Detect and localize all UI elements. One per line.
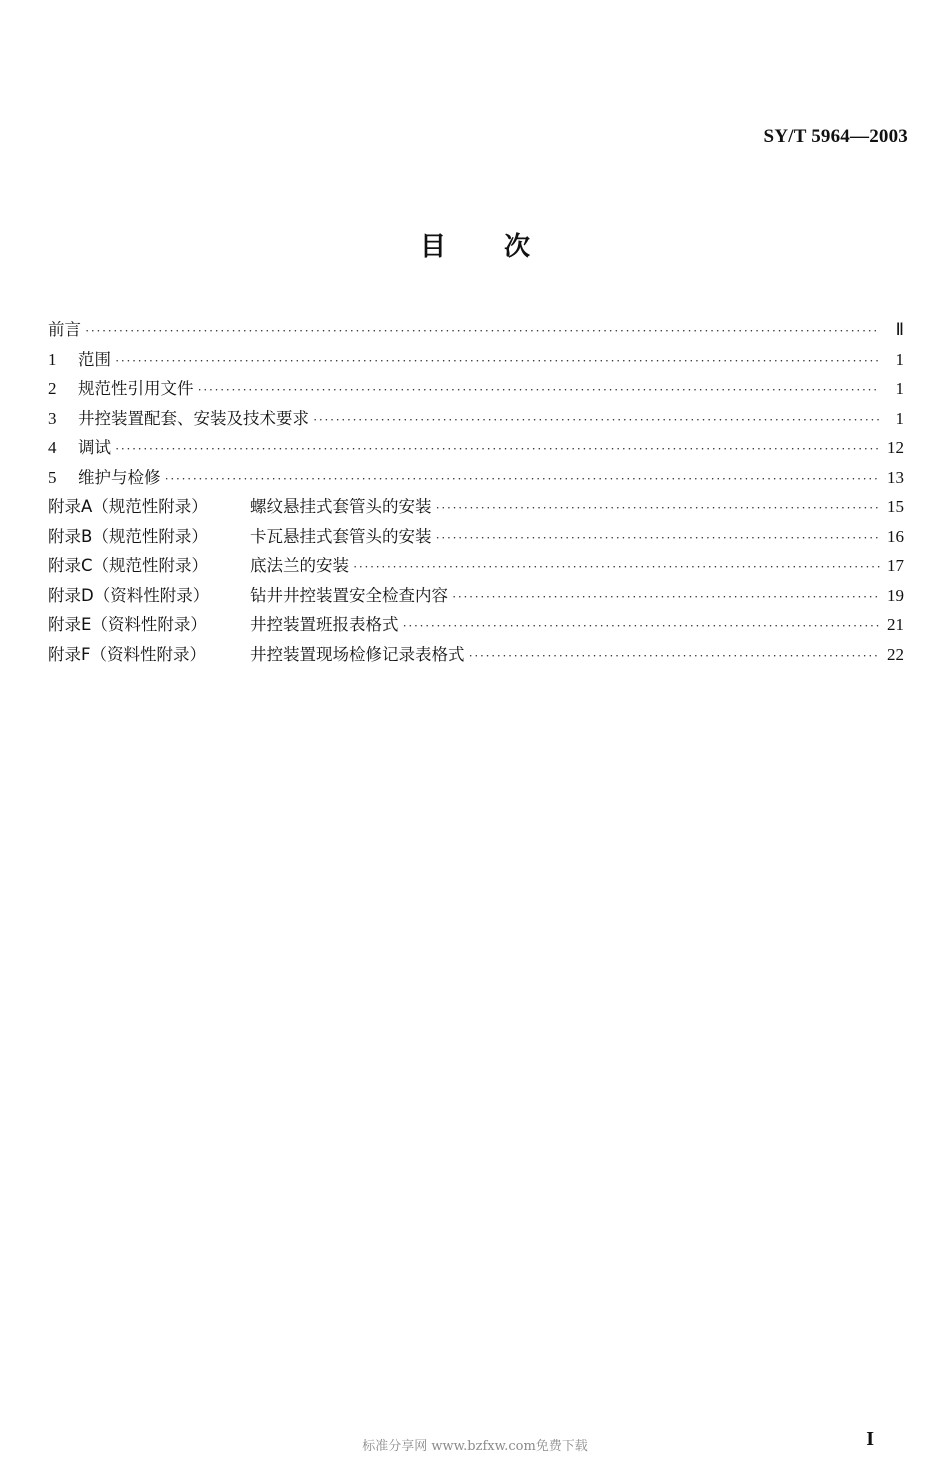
toc-entry-page: 19 xyxy=(887,585,904,605)
toc-leader-dots xyxy=(198,382,881,398)
toc-appendix-prefix: 附录B（规范性附录） xyxy=(48,526,208,546)
toc-leader-dots xyxy=(115,353,880,369)
toc-entry-number: 2 xyxy=(48,379,57,398)
toc-entry-2[interactable] xyxy=(48,375,904,405)
toc-appendix-prefix: 附录E（资料性附录） xyxy=(48,615,207,634)
toc-entry-number: 1 xyxy=(48,349,57,369)
toc-entry-4[interactable] xyxy=(48,434,904,464)
toc-leader-dots xyxy=(452,589,880,605)
standard-code: SY/T 5964—2003 xyxy=(763,126,908,147)
toc-entry-page: Ⅱ xyxy=(895,320,904,339)
toc-entry-page: 1 xyxy=(895,379,904,398)
toc-entry-1[interactable] xyxy=(48,346,904,376)
toc-entry-label: 螺纹悬挂式套管头的安装 xyxy=(250,497,432,516)
toc-leader-dots xyxy=(115,441,880,457)
page-title: 目次 xyxy=(419,232,588,262)
toc-entry-label: 规范性引用文件 xyxy=(78,379,194,398)
toc-entry-appendix-b[interactable] xyxy=(48,523,904,553)
toc-entry-label: 前言 xyxy=(48,320,81,339)
toc-leader-dots xyxy=(469,648,881,664)
toc-appendix-prefix: 附录D（资料性附录） xyxy=(48,585,210,605)
toc-entry-page: 15 xyxy=(887,497,904,516)
toc-leader-dots xyxy=(313,412,880,428)
toc-entry-page: 17 xyxy=(887,556,904,575)
footer-watermark: 标准分享网 www.bzfxw.com免费下载 xyxy=(362,1439,588,1454)
toc-entry-page: 1 xyxy=(895,408,904,428)
toc-entry-label: 调试 xyxy=(78,438,111,457)
toc-entry-5[interactable] xyxy=(48,464,904,494)
toc-entry-appendix-d[interactable] xyxy=(48,582,904,612)
toc-appendix-prefix: 附录A（规范性附录） xyxy=(48,497,208,516)
toc-entry-3[interactable] xyxy=(48,405,904,435)
toc-leader-dots xyxy=(403,618,881,634)
toc-appendix-prefix: 附录F（资料性附录） xyxy=(48,644,206,664)
toc-entry-number: 4 xyxy=(48,438,57,457)
toc-entry-appendix-c[interactable] xyxy=(48,552,904,582)
toc-entry-label: 井控装置班报表格式 xyxy=(250,615,399,634)
toc-entry-label: 井控装置配套、安装及技术要求 xyxy=(78,408,309,428)
toc-leader-dots xyxy=(165,471,881,487)
toc-entry-page: 22 xyxy=(887,644,904,664)
toc-leader-dots xyxy=(436,530,881,546)
toc-entry-appendix-e[interactable] xyxy=(48,611,904,641)
toc-leader-dots xyxy=(353,559,880,575)
toc-entry-page: 1 xyxy=(895,349,904,369)
table-of-contents xyxy=(48,316,904,670)
toc-entry-page: 12 xyxy=(887,438,904,457)
toc-entry-page: 16 xyxy=(887,526,904,546)
toc-entry-label: 钻井井控装置安全检查内容 xyxy=(250,585,448,605)
toc-entry-page: 13 xyxy=(887,467,904,487)
toc-entry-appendix-f[interactable] xyxy=(48,641,904,671)
toc-entry-number: 5 xyxy=(48,467,57,487)
toc-entry-number: 3 xyxy=(48,408,57,428)
toc-entry-foreword[interactable] xyxy=(48,316,904,346)
toc-entry-page: 21 xyxy=(887,615,904,634)
toc-leader-dots xyxy=(85,323,880,339)
toc-entry-label: 井控装置现场检修记录表格式 xyxy=(250,644,465,664)
toc-entry-label: 范围 xyxy=(78,349,111,369)
toc-entry-label: 底法兰的安装 xyxy=(250,556,349,575)
toc-leader-dots xyxy=(436,500,881,516)
toc-entry-label: 卡瓦悬挂式套管头的安装 xyxy=(250,526,432,546)
toc-appendix-prefix: 附录C（规范性附录） xyxy=(48,556,209,575)
toc-entry-appendix-a[interactable] xyxy=(48,493,904,523)
page-number: I xyxy=(866,1428,874,1450)
toc-entry-label: 维护与检修 xyxy=(78,467,161,487)
